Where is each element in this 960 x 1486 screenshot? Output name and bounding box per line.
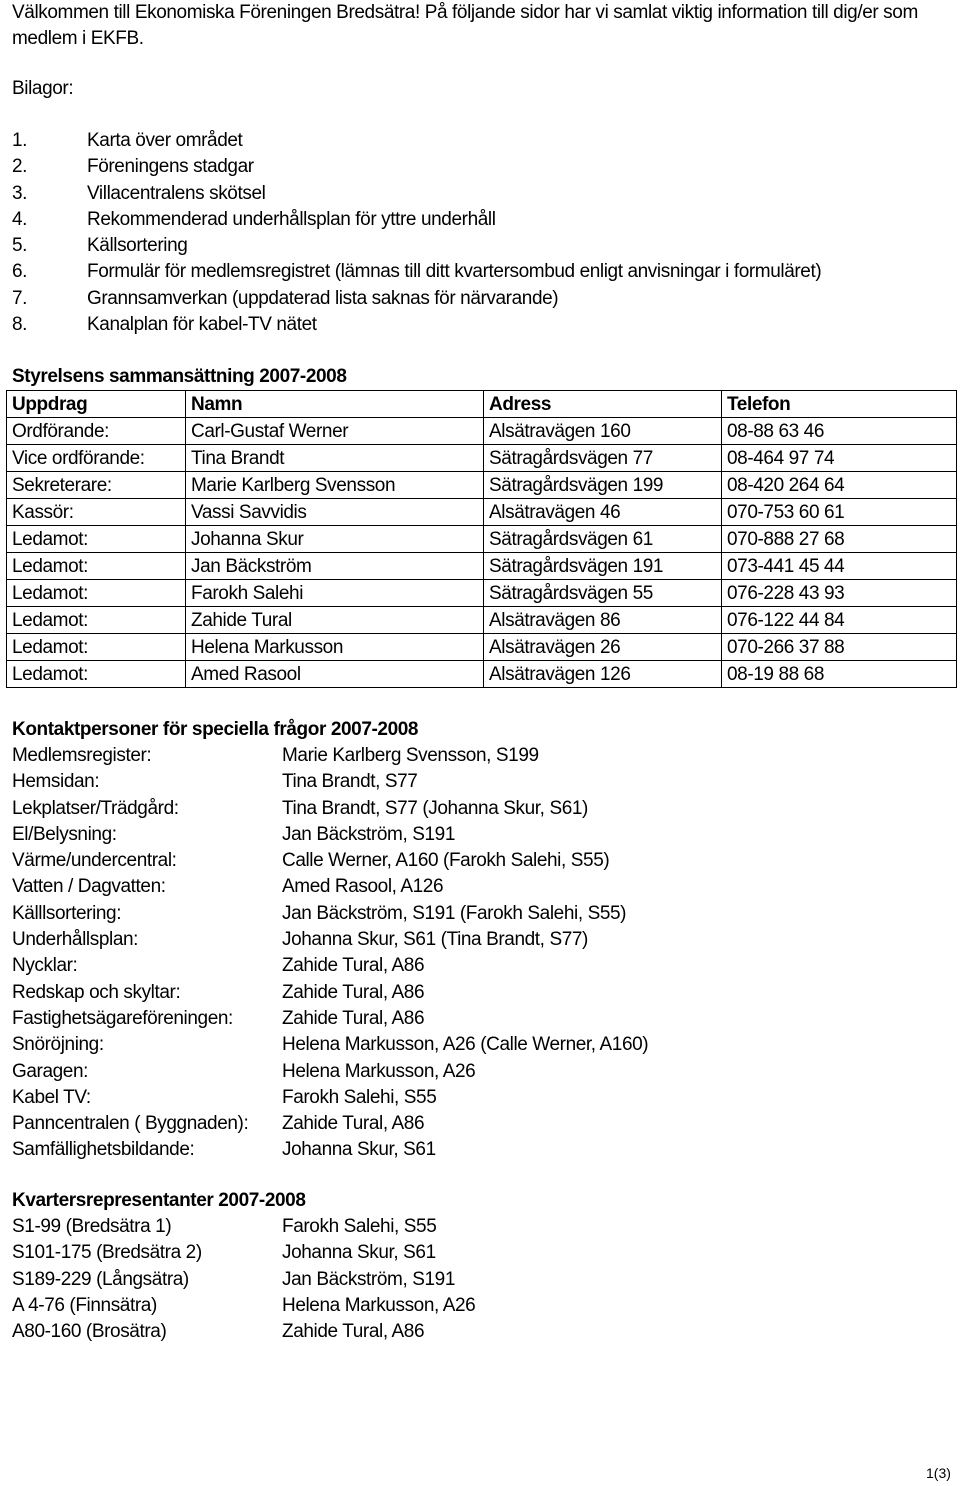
table-cell: Alsätravägen 86 bbox=[484, 607, 722, 634]
list-item-number: 7. bbox=[12, 287, 28, 309]
contact-role: Lekplatser/Trädgård: bbox=[12, 797, 179, 819]
table-cell: Sätragårdsvägen 199 bbox=[484, 472, 722, 499]
table-cell: Sätragårdsvägen 191 bbox=[484, 553, 722, 580]
list-item bbox=[12, 980, 648, 1006]
contact-role: Samfällighetsbildande: bbox=[12, 1139, 195, 1161]
contact-role: Fastighetsägareföreningen: bbox=[12, 1007, 233, 1029]
table-header-row bbox=[7, 391, 957, 418]
table-cell: 073-441 45 44 bbox=[722, 553, 957, 580]
contact-role: Kabel TV: bbox=[12, 1086, 91, 1108]
column-header-telefon: Telefon bbox=[722, 391, 957, 418]
table-cell: 08-420 264 64 bbox=[722, 472, 957, 499]
column-header-namn: Namn bbox=[186, 391, 484, 418]
table-cell: Kassör: bbox=[7, 499, 186, 526]
table-cell: Ordförande: bbox=[7, 418, 186, 445]
contact-role: El/Belysning: bbox=[12, 823, 117, 845]
quarters-list bbox=[12, 1214, 475, 1345]
list-item-text: Föreningens stadgar bbox=[87, 156, 254, 178]
table-row bbox=[7, 607, 957, 634]
table-cell: Alsätravägen 126 bbox=[484, 661, 722, 688]
table-row bbox=[7, 580, 957, 607]
list-item bbox=[12, 769, 648, 795]
table-cell: Ledamot: bbox=[7, 634, 186, 661]
contact-person: Tina Brandt, S77 (Johanna Skur, S61) bbox=[282, 797, 588, 819]
table-row bbox=[7, 661, 957, 688]
table-cell: 08-464 97 74 bbox=[722, 445, 957, 472]
table-cell: Sätragårdsvägen 61 bbox=[484, 526, 722, 553]
contact-role: Garagen: bbox=[12, 1060, 89, 1082]
list-item bbox=[12, 1032, 648, 1058]
column-header-adress: Adress bbox=[484, 391, 722, 418]
contact-person: Zahide Tural, A86 bbox=[282, 1007, 425, 1029]
list-item bbox=[12, 1214, 475, 1240]
table-row bbox=[7, 499, 957, 526]
list-item bbox=[12, 128, 821, 154]
contact-person: Jan Bäckström, S191 (Farokh Salehi, S55) bbox=[282, 902, 627, 924]
table-cell: Amed Rasool bbox=[186, 661, 484, 688]
table-cell: Johanna Skur bbox=[186, 526, 484, 553]
table-cell: 076-122 44 84 bbox=[722, 607, 957, 634]
list-item bbox=[12, 1006, 648, 1032]
list-item bbox=[12, 1240, 475, 1266]
list-item-number: 2. bbox=[12, 156, 28, 178]
table-cell: Zahide Tural bbox=[186, 607, 484, 634]
contacts-heading: Kontaktpersoner för speciella frågor 2007-2008 bbox=[12, 719, 419, 740]
contact-person: Tina Brandt, S77 bbox=[282, 771, 418, 793]
list-item-number: 4. bbox=[12, 208, 28, 230]
list-item bbox=[12, 927, 648, 953]
list-item-text: Karta över området bbox=[87, 130, 243, 151]
contact-role: Snöröjning: bbox=[12, 1034, 104, 1056]
contact-person: Johanna Skur, S61 (Tina Brandt, S77) bbox=[282, 929, 588, 951]
list-item bbox=[12, 848, 648, 874]
contact-role: Panncentralen ( Byggnaden): bbox=[12, 1113, 249, 1135]
table-cell: 070-753 60 61 bbox=[722, 499, 957, 526]
contact-role: Redskap och skyltar: bbox=[12, 981, 181, 1003]
list-item-text: Villacentralens skötsel bbox=[87, 182, 266, 204]
table-row bbox=[7, 634, 957, 661]
board-heading: Styrelsens sammansättning 2007-2008 bbox=[12, 366, 347, 387]
list-item-number: 5. bbox=[12, 235, 28, 257]
table-cell: Farokh Salehi bbox=[186, 580, 484, 607]
quarter-area: A80-160 (Brosätra) bbox=[12, 1321, 167, 1343]
quarter-area: S189-229 (Långsätra) bbox=[12, 1268, 189, 1290]
bilagor-heading: Bilagor: bbox=[12, 78, 74, 99]
contact-person: Johanna Skur, S61 bbox=[282, 1139, 436, 1161]
table-row bbox=[7, 553, 957, 580]
list-item bbox=[12, 874, 648, 900]
list-item bbox=[12, 1111, 648, 1137]
contact-role: Värme/undercentral: bbox=[12, 850, 177, 872]
list-item-number: 3. bbox=[12, 182, 28, 204]
table-cell: 070-266 37 88 bbox=[722, 634, 957, 661]
list-item-text: Grannsamverkan (uppdaterad lista saknas för närvarande) bbox=[87, 287, 559, 309]
list-item bbox=[12, 259, 821, 285]
table-cell: Carl-Gustaf Werner bbox=[186, 418, 484, 445]
table-cell: 08-88 63 46 bbox=[722, 418, 957, 445]
list-item bbox=[12, 1267, 475, 1293]
contact-role: Hemsidan: bbox=[12, 771, 100, 793]
list-item bbox=[12, 154, 821, 180]
list-item bbox=[12, 1319, 475, 1345]
contact-person: Jan Bäckström, S191 bbox=[282, 823, 455, 845]
board-table bbox=[6, 390, 957, 688]
table-cell: Ledamot: bbox=[7, 580, 186, 607]
table-cell: Vassi Savvidis bbox=[186, 499, 484, 526]
list-item-number: 1. bbox=[12, 130, 28, 151]
contact-person: Helena Markusson, A26 bbox=[282, 1060, 476, 1082]
list-item-text: Kanalplan för kabel-TV nätet bbox=[87, 314, 317, 336]
table-cell: 070-888 27 68 bbox=[722, 526, 957, 553]
table-cell: Ledamot: bbox=[7, 526, 186, 553]
list-item bbox=[12, 743, 648, 769]
list-item bbox=[12, 312, 821, 338]
list-item bbox=[12, 233, 821, 259]
table-cell: Marie Karlberg Svensson bbox=[186, 472, 484, 499]
table-cell: Jan Bäckström bbox=[186, 553, 484, 580]
list-item bbox=[12, 207, 821, 233]
table-cell: Ledamot: bbox=[7, 607, 186, 634]
table-cell: Ledamot: bbox=[7, 661, 186, 688]
list-item-text: Rekommenderad underhållsplan för yttre underhåll bbox=[87, 208, 496, 230]
bilagor-list bbox=[12, 128, 821, 338]
table-cell: Tina Brandt bbox=[186, 445, 484, 472]
list-item-number: 8. bbox=[12, 314, 28, 336]
contact-role: Vatten / Dagvatten: bbox=[12, 876, 166, 898]
contact-person: Helena Markusson, A26 (Calle Werner, A160) bbox=[282, 1034, 649, 1056]
table-cell: Alsätravägen 160 bbox=[484, 418, 722, 445]
quarter-representative: Helena Markusson, A26 bbox=[282, 1294, 476, 1316]
contacts-list bbox=[12, 743, 648, 1164]
table-row bbox=[7, 472, 957, 499]
contact-person: Marie Karlberg Svensson, S199 bbox=[282, 745, 539, 766]
contact-role: Underhållsplan: bbox=[12, 929, 139, 951]
contact-person: Calle Werner, A160 (Farokh Salehi, S55) bbox=[282, 850, 610, 872]
table-cell: Helena Markusson bbox=[186, 634, 484, 661]
contact-person: Farokh Salehi, S55 bbox=[282, 1086, 437, 1108]
list-item bbox=[12, 796, 648, 822]
list-item bbox=[12, 1137, 648, 1163]
contact-person: Zahide Tural, A86 bbox=[282, 955, 425, 977]
list-item bbox=[12, 901, 648, 927]
table-cell: Sätragårdsvägen 77 bbox=[484, 445, 722, 472]
table-cell: Ledamot: bbox=[7, 553, 186, 580]
table-row bbox=[7, 418, 957, 445]
table-cell: 076-228 43 93 bbox=[722, 580, 957, 607]
list-item bbox=[12, 286, 821, 312]
contact-person: Amed Rasool, A126 bbox=[282, 876, 444, 898]
quarter-area: S101-175 (Bredsätra 2) bbox=[12, 1242, 202, 1264]
quarter-area: A 4-76 (Finnsätra) bbox=[12, 1294, 157, 1316]
quarter-area: S1-99 (Bredsätra 1) bbox=[12, 1216, 172, 1237]
table-cell: Alsätravägen 46 bbox=[484, 499, 722, 526]
table-row bbox=[7, 445, 957, 472]
list-item bbox=[12, 822, 648, 848]
column-header-uppdrag: Uppdrag bbox=[7, 391, 186, 418]
list-item bbox=[12, 181, 821, 207]
contact-role: Medlemsregister: bbox=[12, 745, 152, 766]
contact-role: Källlsortering: bbox=[12, 902, 122, 924]
table-cell: Alsätravägen 26 bbox=[484, 634, 722, 661]
list-item-text: Formulär för medlemsregistret (lämnas till ditt kvartersombud enligt anvisningar i formuläret) bbox=[87, 261, 822, 283]
list-item-text: Källsortering bbox=[87, 235, 188, 257]
list-item-number: 6. bbox=[12, 261, 28, 283]
quarter-representative: Farokh Salehi, S55 bbox=[282, 1216, 437, 1237]
table-cell: Vice ordförande: bbox=[7, 445, 186, 472]
table-cell: 08-19 88 68 bbox=[722, 661, 957, 688]
list-item bbox=[12, 1085, 648, 1111]
page-number: 1(3) bbox=[926, 1465, 951, 1481]
table-cell: Sätragårdsvägen 55 bbox=[484, 580, 722, 607]
quarter-representative: Zahide Tural, A86 bbox=[282, 1321, 425, 1343]
contact-person: Zahide Tural, A86 bbox=[282, 1113, 425, 1135]
list-item bbox=[12, 1059, 648, 1085]
table-row bbox=[7, 526, 957, 553]
contact-person: Zahide Tural, A86 bbox=[282, 981, 425, 1003]
table-cell: Sekreterare: bbox=[7, 472, 186, 499]
list-item bbox=[12, 953, 648, 979]
list-item bbox=[12, 1293, 475, 1319]
quarter-representative: Johanna Skur, S61 bbox=[282, 1242, 436, 1264]
quarter-representative: Jan Bäckström, S191 bbox=[282, 1268, 455, 1290]
intro-text: Välkommen till Ekonomiska Föreningen Bredsätra! På följande sidor har vi samlat viktig information till dig/er som medlem i EKFB. bbox=[12, 2, 918, 49]
quarters-heading: Kvartersrepresentanter 2007-2008 bbox=[12, 1190, 306, 1211]
contact-role: Nycklar: bbox=[12, 955, 78, 977]
